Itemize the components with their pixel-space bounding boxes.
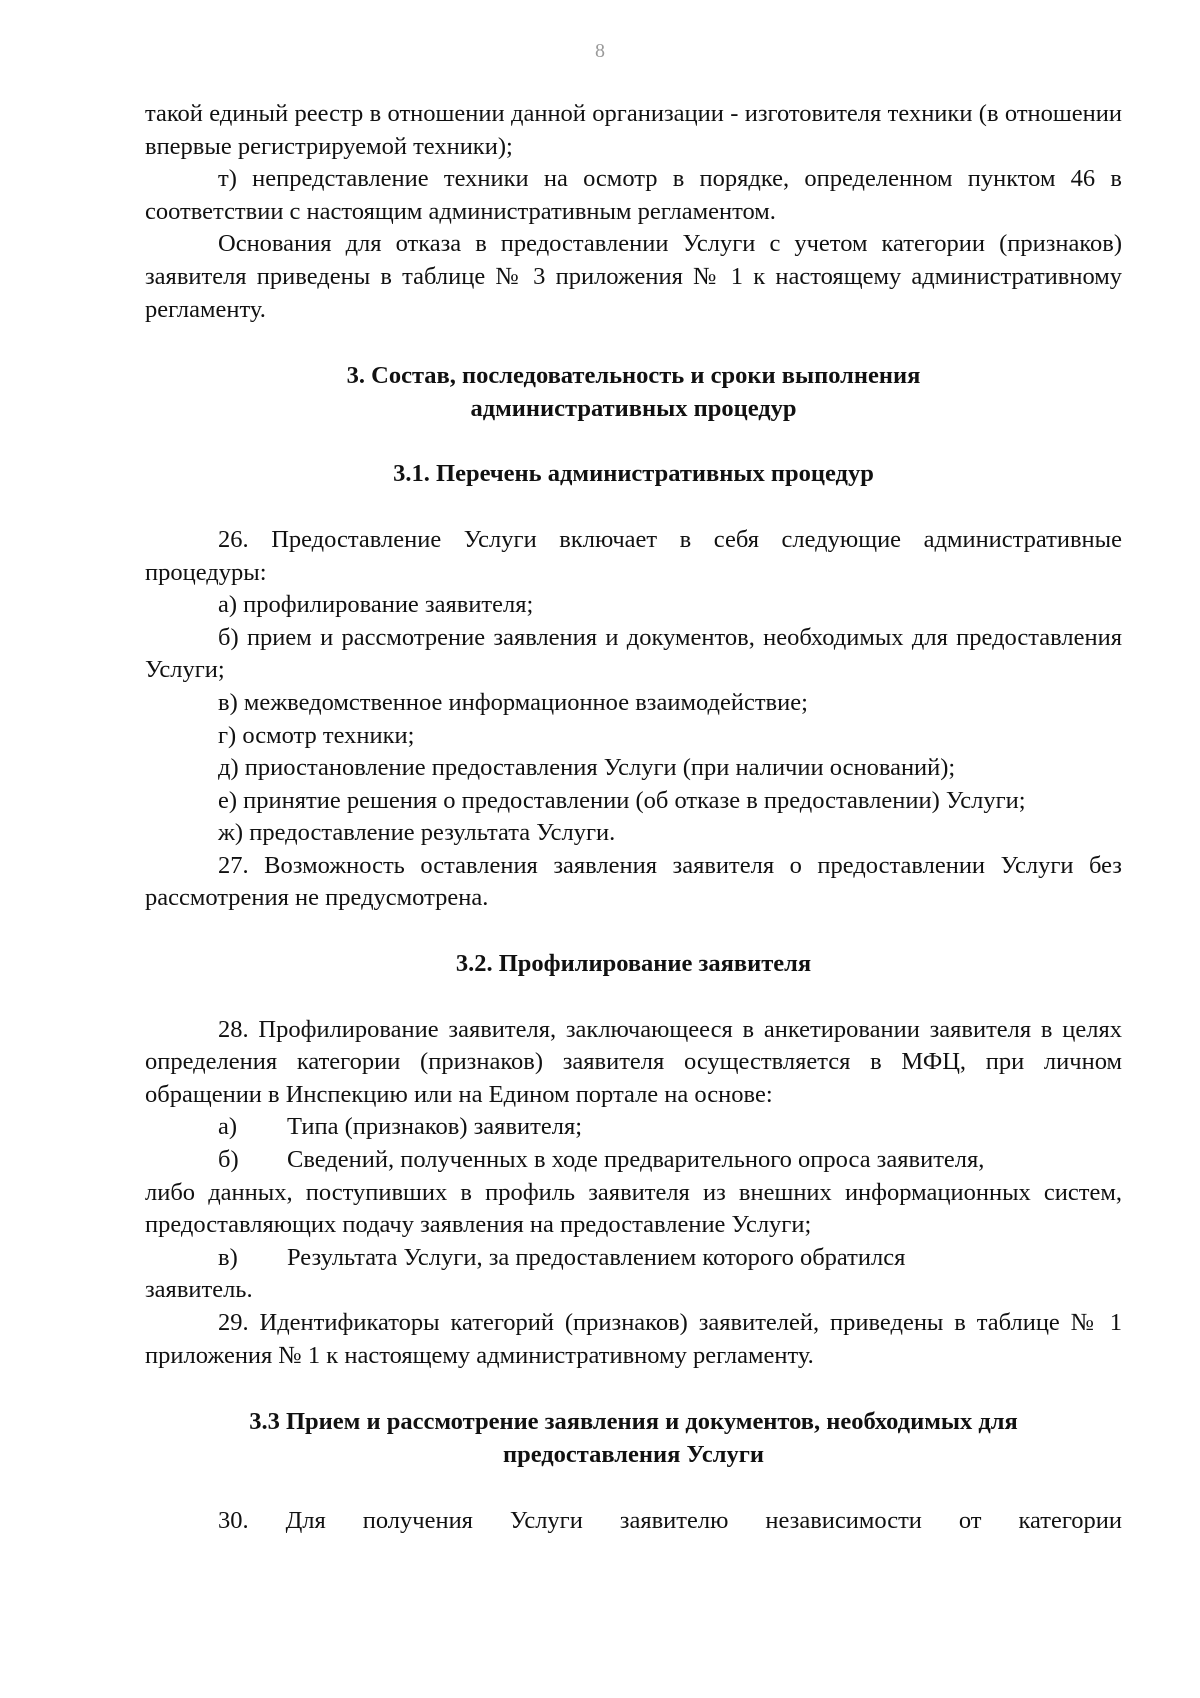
page-content [145,98,1122,1538]
paragraph-30: 30. Для получения Услуги заявителю независимости от категории [218,1507,1122,1535]
section-3-1-heading: 3.1. Перечень административных процедур [393,460,874,488]
list-item-text: Сведений, полученных в ходе предварительного опроса заявителя, [287,1146,985,1174]
list-item-basis-a [145,1111,1122,1144]
list-item-basis-v [145,1242,1122,1275]
list-item-procedure: в) межведомственное информационное взаимодействие; [218,688,808,716]
list-item-continuation: заявитель. [145,1276,253,1304]
section-3-heading [145,360,1122,425]
list-item-label: в) [218,1243,238,1271]
list-item-label: б) [218,1146,239,1174]
list-item-procedure: ж) предоставление результата Услуги. [218,819,616,847]
paragraph-intro-1: такой единый реестр в отношении данной организации - изготовителя техники (в отношении впервые регистрируемой техники); [145,100,1122,160]
section-3-3-heading [145,1406,1122,1471]
section-3-3-heading-line1: 3.3 Прием и рассмотрение заявления и документов, необходимых для [249,1408,1018,1436]
list-item-label: а) [218,1113,238,1141]
list-item-basis-b [145,1144,1122,1177]
page-number: 8 [595,40,605,62]
list-item-procedure: а) профилирование заявителя; [218,591,534,619]
section-3-heading-line2: административных процедур [470,394,797,422]
list-item-procedure: е) принятие решения о предоставлении (об отказе в предоставлении) Услуги; [218,786,1026,814]
paragraph-28: 28. Профилирование заявителя, заключающееся в анкетировании заявителя в целях определения категории (признаков) заявителя осуществляется в МФЦ, при личном обращении в Инспекцию или на Едином портале на основе: [145,1015,1122,1108]
section-3-heading-line1: 3. Состав, последовательность и сроки выполнения [346,362,921,390]
paragraph-27: 27. Возможность оставления заявления заявителя о предоставлении Услуги без рассмотрения не предусмотрена. [145,851,1122,912]
list-item-continuation: либо данных, поступивших в профиль заявителя из внешних информационных систем, предоставляющих подачу заявления на предоставление Услуги; [145,1178,1122,1239]
paragraph-item-t: т) непредставление техники на осмотр в порядке, определенном пунктом 46 в соответствии с настоящим административным регламентом. [145,165,1122,225]
paragraph-refusal-grounds: Основания для отказа в предоставлении Услуги с учетом категории (признаков) заявителя приведены в таблице № 3 приложения № 1 к настоящему административному регламенту. [145,230,1122,323]
list-item-procedure: г) осмотр техники; [218,721,415,749]
list-item-procedure: д) приостановление предоставления Услуги (при наличии оснований); [218,754,956,782]
paragraph-26: 26. Предоставление Услуги включает в себя следующие административные процедуры: [145,525,1122,586]
section-3-3-heading-line2: предоставления Услуги [503,1440,764,1468]
paragraph-29: 29. Идентификаторы категорий (признаков) заявителей, приведены в таблице № 1 приложения № 1 к настоящему административному регламенту. [145,1309,1122,1369]
list-item-text: Результата Услуги, за предоставлением которого обратился [287,1243,906,1271]
list-item-text: Типа (признаков) заявителя; [287,1113,583,1141]
section-3-2-heading: 3.2. Профилирование заявителя [455,950,812,978]
list-item-procedure: б) прием и рассмотрение заявления и документов, необходимых для предоставления Услуги; [145,623,1122,684]
